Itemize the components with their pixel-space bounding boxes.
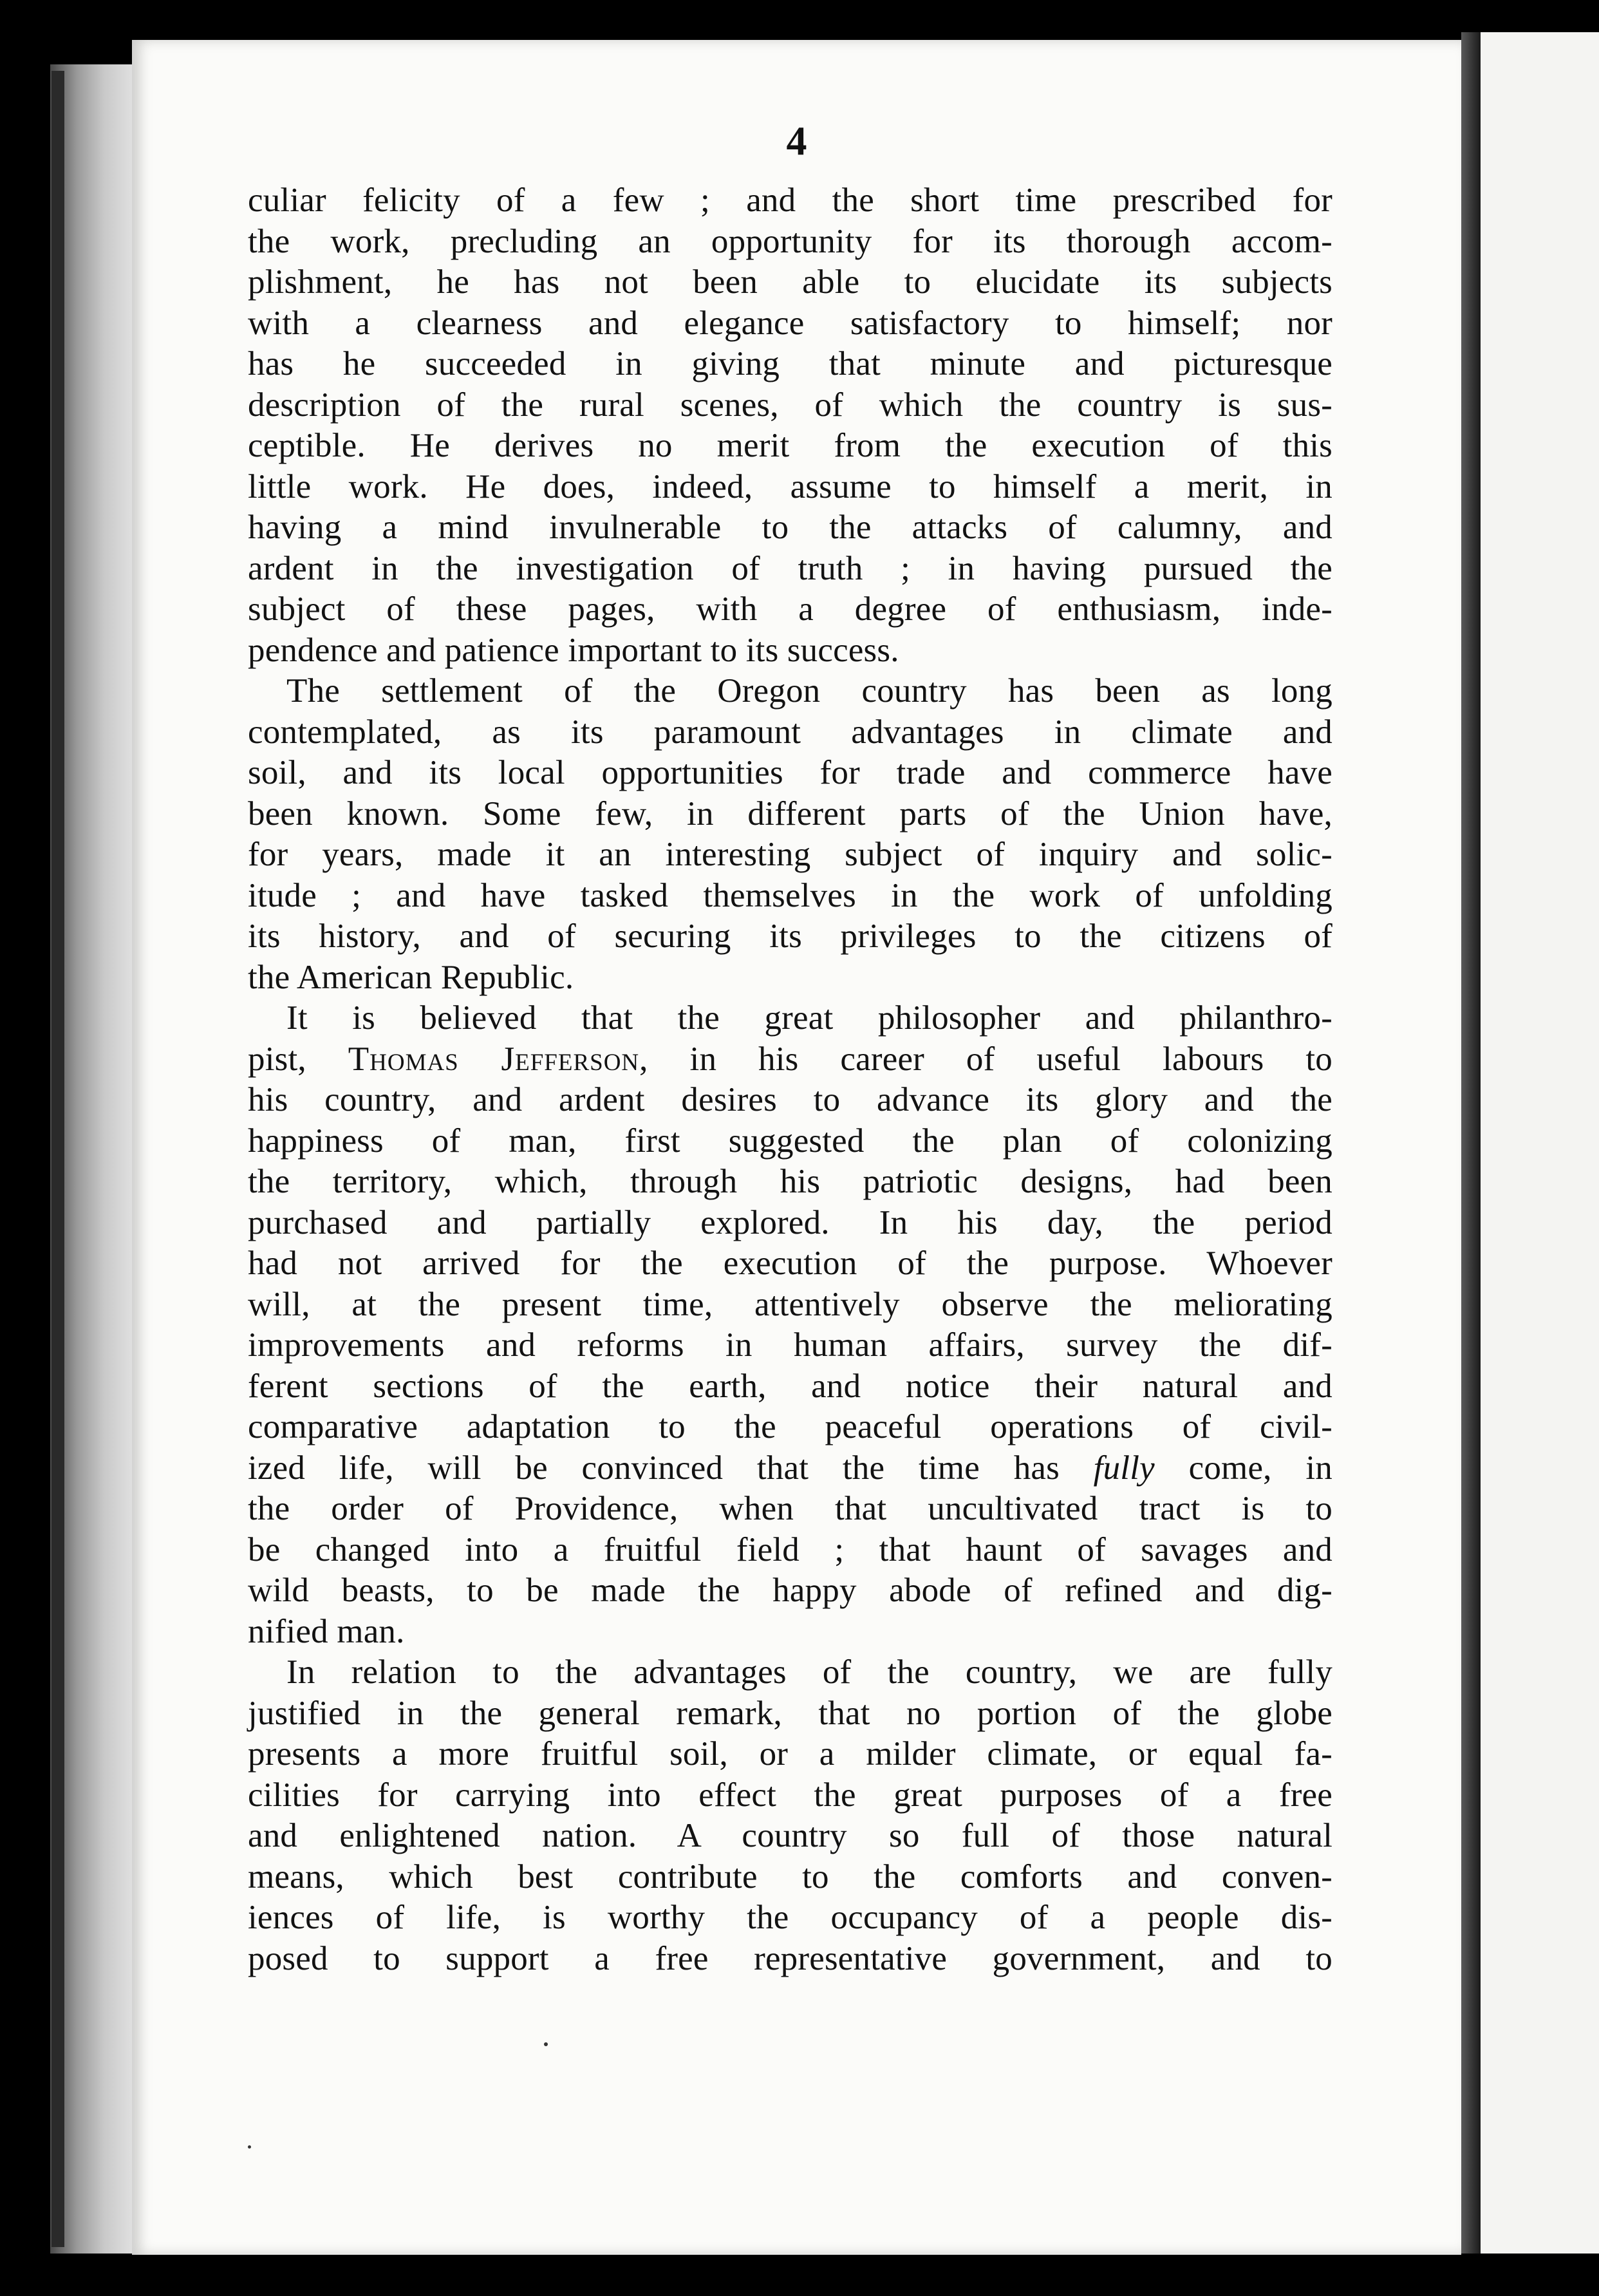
text-line: presents a more fruitful soil, or a milder climate, or equal fa- <box>248 1735 1332 1773</box>
text-line: It is believed that the great philosopher and philanthro- <box>286 999 1332 1037</box>
text-line: will, at the present time, attentively observe the meliorating <box>248 1285 1332 1323</box>
paragraph-3 <box>248 998 1332 1652</box>
text-line: had not arrived for the execution of the purpose. Whoever <box>248 1245 1332 1282</box>
text-line: comparative adaptation to the peaceful operations of civil- <box>248 1408 1332 1445</box>
text-line: has he succeeded in giving that minute and picturesque <box>248 345 1332 382</box>
paragraph-1 <box>248 180 1332 671</box>
small-caps-name: Thomas Jefferson <box>348 1040 640 1078</box>
text-line: the American Republic. <box>248 958 574 996</box>
text-line: culiar felicity of a few ; and the short time prescribed for <box>248 182 1332 219</box>
paragraph-2 <box>248 671 1332 998</box>
text-line: subject of these pages, with a degree of enthusiasm, inde- <box>248 590 1332 628</box>
text-line: little work. He does, indeed, assume to himself a merit, in <box>248 467 1332 505</box>
text-line: purchased and partially explored. In his day, the period <box>248 1203 1332 1241</box>
paragraph-4 <box>248 1652 1332 1979</box>
paper-speck <box>248 2145 251 2149</box>
text-line: iences of life, is worthy the occupancy of a people dis- <box>248 1899 1332 1936</box>
text-line: ferent sections of the earth, and notice their natural and <box>248 1367 1332 1405</box>
binding-edge <box>51 71 64 2247</box>
text-line: ardent in the investigation of truth ; in having pursued the <box>248 549 1332 587</box>
text-line: cilities for carrying into effect the great purposes of a free <box>248 1776 1332 1814</box>
body-text <box>248 180 1332 1979</box>
text-line: contemplated, as its paramount advantages in climate and <box>248 713 1332 751</box>
text-line: with a clearness and elegance satisfactory to himself; nor <box>248 304 1332 342</box>
text-line: be changed into a fruitful field ; that haunt of savages and <box>248 1530 1332 1568</box>
page-gutter <box>1461 32 1481 2254</box>
text-line: pendence and patience important to its success. <box>248 631 899 669</box>
text-line: happiness of man, first suggested the plan of colonizing <box>248 1122 1332 1160</box>
text-line: soil, and its local opportunities for trade and commerce have <box>248 754 1332 791</box>
text-line: In relation to the advantages of the country, we are fully <box>286 1653 1332 1691</box>
text-line: ized life, will be convinced that the time has fully come, in <box>248 1449 1332 1487</box>
text-line: for years, made it an interesting subject of inquiry and solic- <box>248 836 1332 873</box>
page-number: 4 <box>786 118 807 164</box>
adjacent-page-edge <box>1481 32 1599 2254</box>
text-line: improvements and reforms in human affairs, survey the dif- <box>248 1326 1332 1364</box>
text-line: the territory, which, through his patriotic designs, had been <box>248 1163 1332 1200</box>
text-line: itude ; and have tasked themselves in the work of unfolding <box>248 876 1332 914</box>
text-line: justified in the general remark, that no portion of the globe <box>248 1694 1332 1732</box>
text-line: having a mind invulnerable to the attacks of calumny, and <box>248 509 1332 546</box>
text-line: its history, and of securing its privileges to the citizens of <box>248 917 1332 955</box>
text-line: plishment, he has not been able to elucidate its subjects <box>248 263 1332 301</box>
italic-emphasis: fully <box>1093 1449 1155 1487</box>
text-line: wild beasts, to be made the happy abode of refined and dig- <box>248 1572 1332 1609</box>
text-line: description of the rural scenes, of which the country is sus- <box>248 386 1332 424</box>
text-line: means, which best contribute to the comforts and conven- <box>248 1858 1332 1896</box>
paper-speck <box>544 2042 548 2046</box>
book-page <box>132 40 1461 2255</box>
text-line: ceptible. He derives no merit from the execution of this <box>248 427 1332 464</box>
text-line: been known. Some few, in different parts of the Union have, <box>248 795 1332 833</box>
text-line: the order of Providence, when that uncultivated tract is to <box>248 1490 1332 1527</box>
text-line: nified man. <box>248 1612 405 1650</box>
text-line: The settlement of the Oregon country has been as long <box>286 672 1332 710</box>
text-line: pist, Thomas Jefferson, in his career of useful labours to <box>248 1040 1332 1078</box>
text-line: and enlightened nation. A country so full of those natural <box>248 1817 1332 1854</box>
text-line: his country, and ardent desires to advance its glory and the <box>248 1081 1332 1118</box>
text-line: the work, precluding an opportunity for its thorough accom- <box>248 222 1332 260</box>
text-line: posed to support a free representative government, and to <box>248 1939 1332 1977</box>
